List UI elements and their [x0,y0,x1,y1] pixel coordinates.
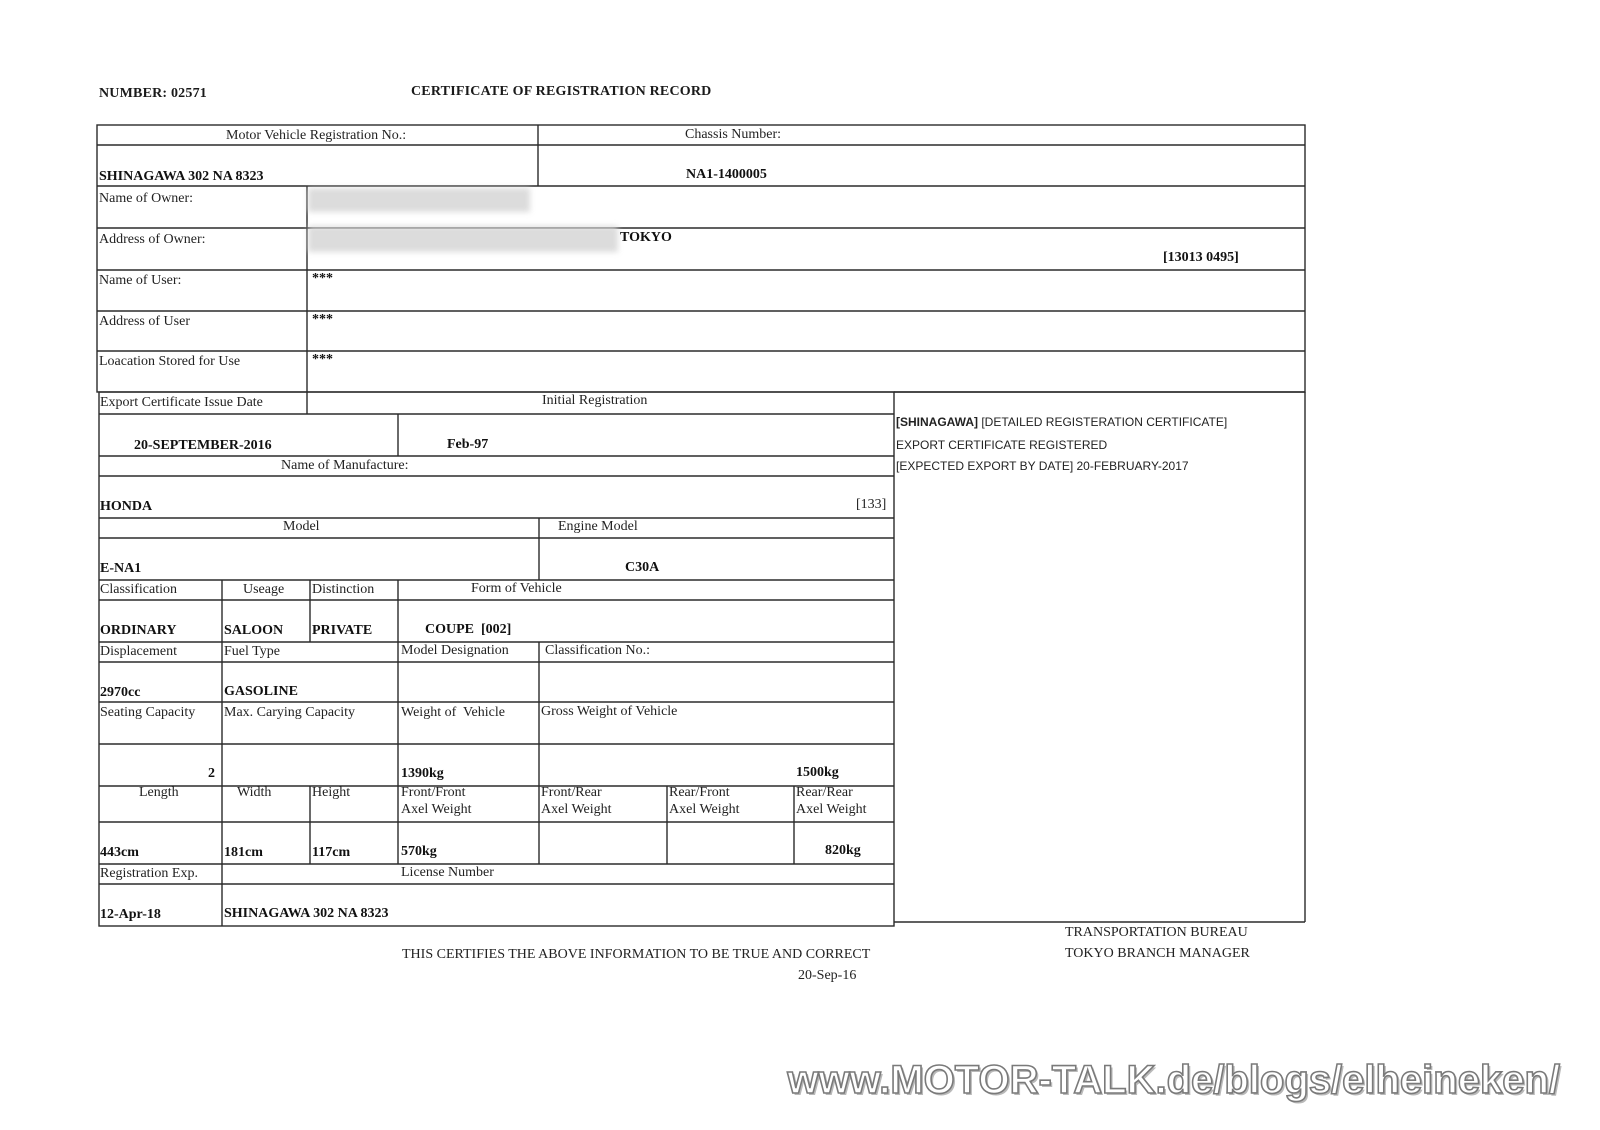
watermark-text: www.MOTOR-TALK.de/blogs/elheineken/ [787,1058,1560,1102]
fuel-type-value: GASOLINE [224,684,298,699]
usage-value: SALOON [224,623,284,638]
page-title: CERTIFICATE OF REGISTRATION RECORD [411,84,712,99]
seating-capacity-label: Seating Capacity [100,705,196,720]
certificate-number: NUMBER: 02571 [99,86,207,101]
note-line-3: [EXPECTED EXPORT BY DATE] 20-FEBRUARY-2017 [896,459,1189,473]
initial-registration-label: Initial Registration [542,393,648,408]
displacement-label: Displacement [100,644,177,659]
rear-front-axle-label-line2: Axel Weight [669,802,740,817]
owner-address-code: [13013 0495] [1163,250,1239,265]
rear-rear-axle-label-line2: Axel Weight [796,802,867,817]
gross-weight-label: Gross Weight of Vehicle [541,704,678,719]
form-value: COUPE [002] [425,622,512,637]
fuel-type-label: Fuel Type [224,644,280,659]
user-address-value: *** [312,312,333,327]
rear-front-axle-label-line1: Rear/Front [669,785,730,800]
rear-rear-axle-label-line1: Rear/Rear [796,785,853,800]
engine-model-label: Engine Model [558,519,638,534]
registration-exp-value: 12-Apr-18 [100,907,161,922]
carrying-capacity-label: Max. Carying Capacity [224,705,356,720]
engine-model-value: C30A [625,560,660,575]
redacted-owner-address [308,226,618,252]
redacted-owner-name [308,188,530,212]
registration-exp-label: Registration Exp. [100,866,198,881]
height-label: Height [312,785,351,800]
note-line-1-text: [DETAILED REGISTERATION CERTIFICATE] [981,415,1228,429]
rear-rear-axle-value: 820kg [825,843,861,858]
front-rear-axle-label-line2: Axel Weight [541,802,612,817]
reg-no-value: SHINAGAWA 302 NA 8323 [99,169,264,184]
classification-label: Classification [100,582,177,597]
user-name-value: *** [312,271,333,286]
chassis-value: NA1-1400005 [686,167,767,182]
rear-rear-axle-label [796,784,867,818]
length-value: 443cm [100,845,139,860]
vehicle-weight-label: Weight of Vehicle [401,705,505,720]
front-front-axle-value: 570kg [401,844,437,859]
user-address-label: Address of User [99,314,190,329]
owner-address-label: Address of Owner: [99,232,206,247]
distinction-label: Distinction [312,582,375,597]
note-line-1-office: [SHINAGAWA] [896,415,978,429]
width-value: 181cm [224,845,263,860]
manufacturer-label: Name of Manufacture: [281,458,409,473]
issuer-bureau: TRANSPORTATION BUREAU [1065,925,1248,940]
gross-weight-value: 1500kg [796,765,839,780]
front-rear-axle-label-line1: Front/Rear [541,785,602,800]
certification-statement: THIS CERTIFIES THE ABOVE INFORMATION TO BE TRUE AND CORRECT [402,947,871,962]
front-rear-axle-label [541,784,612,818]
manufacturer-code: [133] [856,497,887,512]
reg-no-label: Motor Vehicle Registration No.: [226,128,407,143]
vehicle-weight-value: 1390kg [401,766,444,781]
front-front-axle-label [401,784,472,818]
certification-date: 20-Sep-16 [798,968,857,983]
owner-address-city: TOKYO [620,230,672,245]
form-label: Form of Vehicle [471,581,562,596]
model-designation-label: Model Designation [401,643,509,658]
location-value: *** [312,352,333,367]
manufacturer-value: HONDA [100,499,153,514]
classification-value: ORDINARY [100,623,177,638]
chassis-label: Chassis Number: [685,127,782,142]
seating-capacity-value: 2 [208,766,215,781]
height-value: 117cm [312,845,351,860]
model-label: Model [283,519,320,534]
displacement-value: 2970cc [100,685,141,700]
user-name-label: Name of User: [99,273,182,288]
usage-label: Useage [243,582,285,597]
rear-front-axle-label [669,784,740,818]
width-label: Width [237,785,272,800]
owner-name-label: Name of Owner: [99,191,194,206]
length-label: Length [139,785,179,800]
note-line-1 [896,415,1227,429]
model-value: E-NA1 [100,561,142,576]
distinction-value: PRIVATE [312,623,373,638]
classification-no-label: Classification No.: [545,643,650,658]
location-label: Loacation Stored for Use [99,354,241,369]
note-line-2: EXPORT CERTIFICATE REGISTERED [896,438,1108,452]
export-date-label: Export Certificate Issue Date [100,395,263,410]
license-number-value: SHINAGAWA 302 NA 8323 [224,906,389,921]
export-date-value: 20-SEPTEMBER-2016 [134,438,272,453]
initial-registration-value: Feb-97 [447,437,489,452]
front-front-axle-label-line2: Axel Weight [401,802,472,817]
issuer-manager: TOKYO BRANCH MANAGER [1065,946,1250,961]
front-front-axle-label-line1: Front/Front [401,785,466,800]
license-number-label: License Number [401,865,494,880]
